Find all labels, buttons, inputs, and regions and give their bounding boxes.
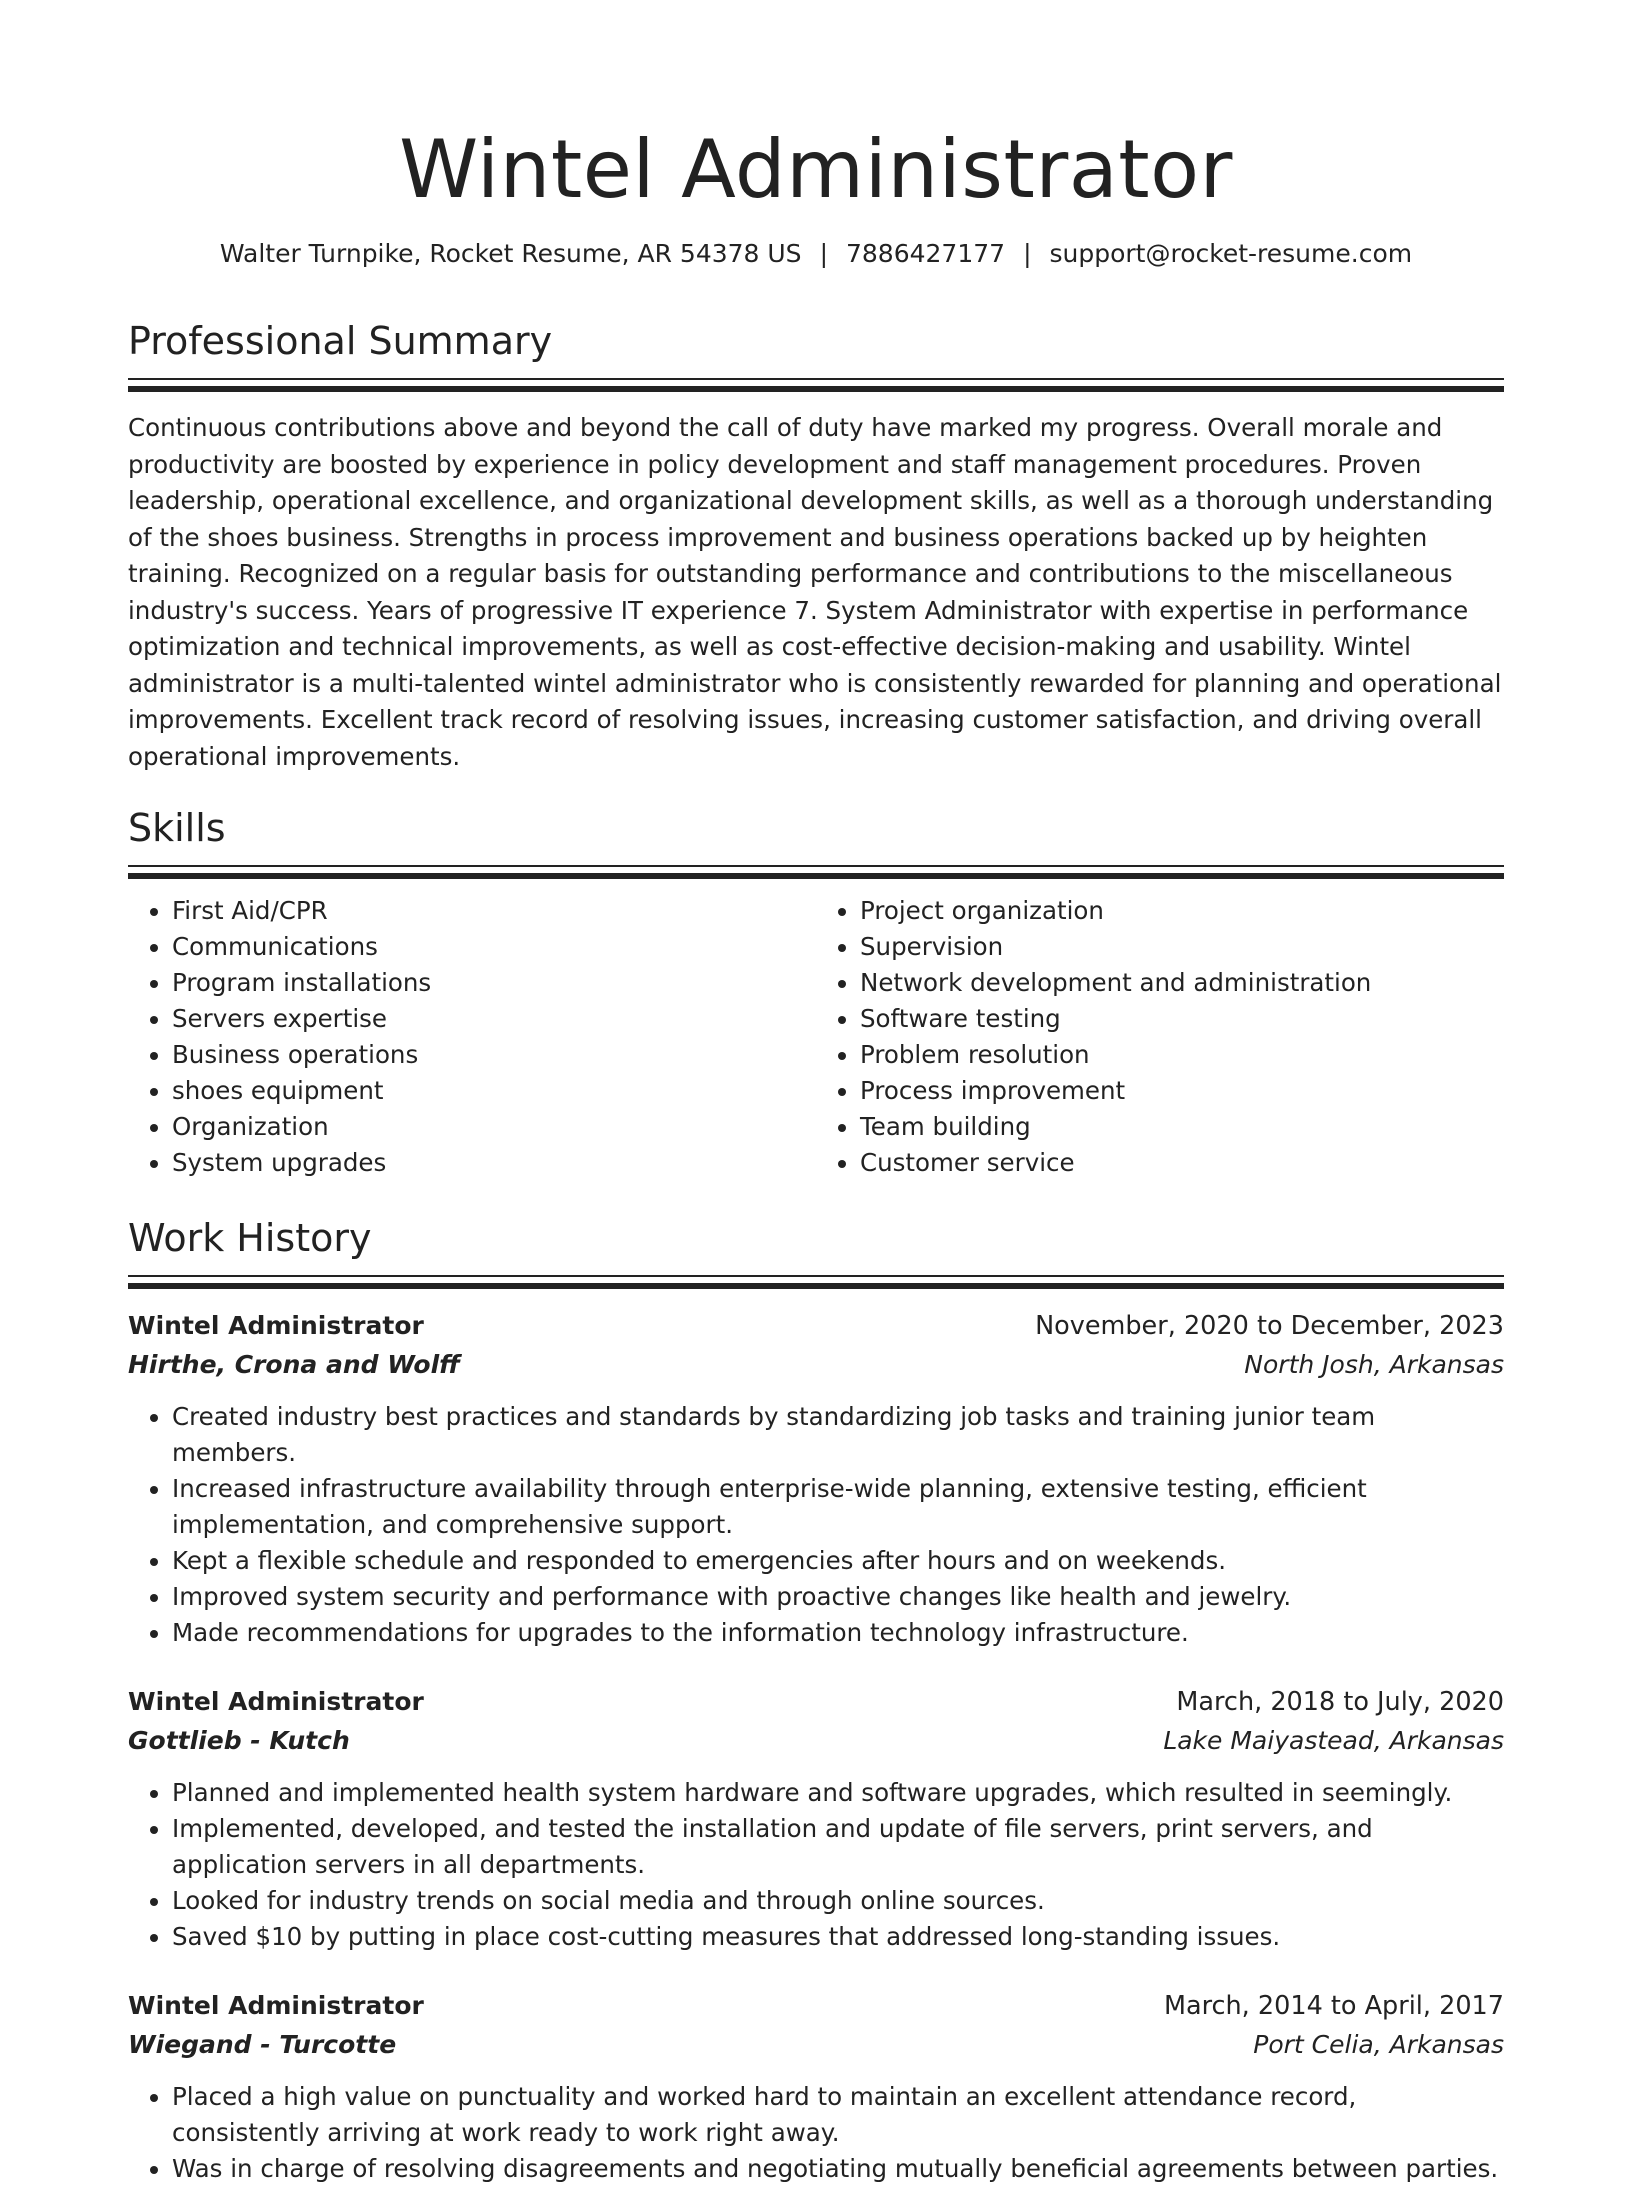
job-entry <box>128 1307 1504 1651</box>
job-bullet: • Was in charge of resolving disagreements and negotiating mutually beneficial agreements between parties. <box>172 2151 1504 2187</box>
job-company-row <box>128 1721 1504 1761</box>
job-bullet: • Increased infrastructure availability through enterprise-wide planning, extensive testing, efficient implementation, and comprehensive support. <box>172 1471 1504 1543</box>
job-company-row <box>128 1345 1504 1385</box>
job-bullet: • Implemented, developed, and tested the installation and update of file servers, print servers, and application servers in all departments. <box>172 1811 1504 1883</box>
skill-item: • Business operations <box>172 1037 816 1073</box>
job-entry <box>128 1683 1504 1955</box>
professional-summary-section <box>128 316 1504 775</box>
skills-list-right <box>816 893 1504 1181</box>
section-heading-skills: Skills <box>128 806 226 850</box>
work-history-section <box>128 1213 1504 2187</box>
job-company: Gottlieb - Kutch <box>128 1726 350 1755</box>
skill-item: • Servers expertise <box>172 1001 816 1037</box>
skill-item: • Supervision <box>860 929 1504 965</box>
job-bullet: • Improved system security and performance with proactive changes like health and jewelry. <box>172 1579 1504 1615</box>
job-header-row <box>128 1307 1504 1345</box>
skill-item: • Communications <box>172 929 816 965</box>
job-bullet: • Planned and implemented health system hardware and software upgrades, which resulted in seemingly. <box>172 1775 1504 1811</box>
job-location: Port Celia, Arkansas <box>1253 2030 1504 2059</box>
contact-email: support@rocket-resume.com <box>1049 239 1413 268</box>
job-company: Hirthe, Crona and Wolff <box>128 1350 460 1379</box>
contact-line <box>128 236 1504 272</box>
job-bullet: • Placed a high value on punctuality and worked hard to maintain an excellent attendance record, consistently arriving at work ready to work right away. <box>172 2079 1504 2151</box>
skill-item: • Network development and administration <box>860 965 1504 1001</box>
section-divider <box>128 865 1504 879</box>
section-divider <box>128 1275 1504 1289</box>
job-dates: March, 2018 to July, 2020 <box>1176 1687 1504 1717</box>
skill-item: • Process improvement <box>860 1073 1504 1109</box>
job-title: Wintel Administrator <box>128 1991 424 2020</box>
job-title: Wintel Administrator <box>128 1311 424 1340</box>
summary-paragraph: Continuous contributions above and beyond the call of duty have marked my progress. Overall morale and productivity are boosted by experience in policy development and staff management procedures. Proven leadership, operational excellence, and organizational development skills, as well as a thorough understanding of the shoes business. Strengths in process improvement and business operations backed up by heighten training. Recognized on a regular basis for outstanding performance and contributions to the miscellaneous industry's success. Years of progressive IT experience 7. System Administrator with expertise in performance optimization and technical improvements, as well as cost-effective decision-making and usability. Wintel administrator is a multi-talented wintel administrator who is consistently rewarded for planning and operational improvements. Excellent track record of resolving issues, increasing customer satisfaction, and driving overall operational improvements. <box>128 413 1502 771</box>
job-bullet: • Created industry best practices and standards by standardizing job tasks and training junior team members. <box>172 1399 1504 1471</box>
job-company-row <box>128 2025 1504 2065</box>
job-bullet: • Kept a flexible schedule and responded to emergencies after hours and on weekends. <box>172 1543 1504 1579</box>
job-company: Wiegand - Turcotte <box>128 2030 397 2059</box>
job-bullet: • Saved $10 by putting in place cost-cutting measures that addressed long-standing issues. <box>172 1919 1504 1955</box>
contact-separator: | <box>1023 239 1032 268</box>
skill-item: • shoes equipment <box>172 1073 816 1109</box>
job-header-row <box>128 1987 1504 2025</box>
skill-item: • System upgrades <box>172 1145 816 1181</box>
skills-list-left <box>128 893 816 1181</box>
skill-item: • First Aid/CPR <box>172 893 816 929</box>
skill-item: • Project organization <box>860 893 1504 929</box>
job-bullet-list <box>128 1775 1504 1955</box>
job-location: North Josh, Arkansas <box>1244 1350 1504 1379</box>
job-bullet-list <box>128 1399 1504 1651</box>
skills-columns <box>128 893 1504 1181</box>
job-bullet: • Looked for industry trends on social media and through online sources. <box>172 1883 1504 1919</box>
job-header-row <box>128 1683 1504 1721</box>
contact-separator: | <box>819 239 828 268</box>
job-list <box>128 1307 1504 2187</box>
job-location: Lake Maiyastead, Arkansas <box>1163 1726 1504 1755</box>
skill-item: • Problem resolution <box>860 1037 1504 1073</box>
skill-item: • Software testing <box>860 1001 1504 1037</box>
skills-section <box>128 803 1504 1181</box>
section-heading-summary: Professional Summary <box>128 319 553 363</box>
job-bullet-list <box>128 2079 1504 2187</box>
job-bullet: • Made recommendations for upgrades to the information technology infrastructure. <box>172 1615 1504 1651</box>
skill-item: • Team building <box>860 1109 1504 1145</box>
resume-title: Wintel Administrator <box>399 123 1233 216</box>
skill-item: • Program installations <box>172 965 816 1001</box>
job-dates: November, 2020 to December, 2023 <box>1035 1311 1504 1341</box>
skill-item: • Customer service <box>860 1145 1504 1181</box>
contact-phone: 7886427177 <box>846 239 1006 268</box>
resume-page <box>128 0 1504 2187</box>
section-heading-work: Work History <box>128 1216 372 1260</box>
job-dates: March, 2014 to April, 2017 <box>1163 1991 1504 2021</box>
job-entry <box>128 1987 1504 2187</box>
job-title: Wintel Administrator <box>128 1687 424 1716</box>
section-divider <box>128 378 1504 392</box>
skill-item: • Organization <box>172 1109 816 1145</box>
contact-address: Walter Turnpike, Rocket Resume, AR 54378 US <box>219 239 802 268</box>
